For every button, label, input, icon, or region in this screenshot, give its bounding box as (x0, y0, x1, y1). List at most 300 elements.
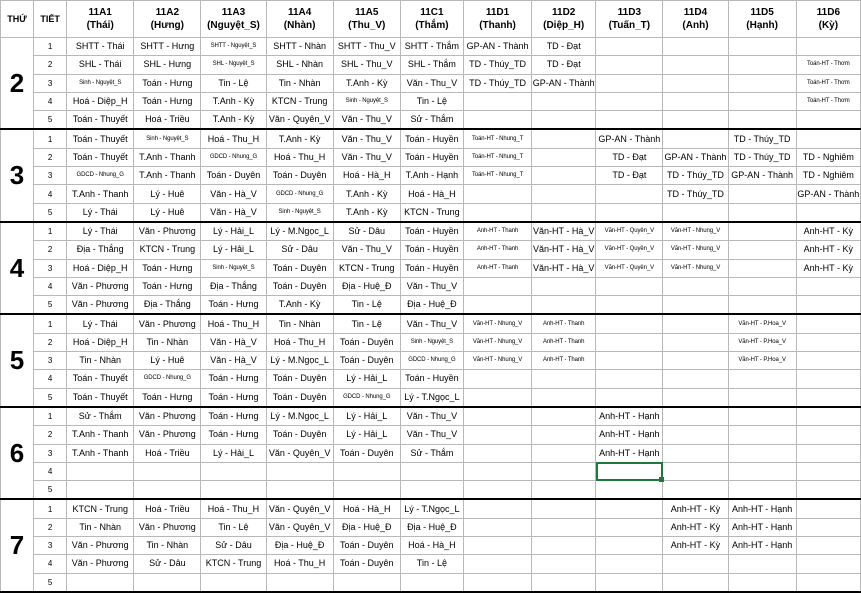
period-cell[interactable]: 2 (34, 148, 67, 166)
period-cell[interactable]: 2 (34, 333, 67, 351)
schedule-cell[interactable]: Anh-HT - Thanh (532, 352, 596, 370)
header-class-11a3[interactable] (201, 1, 266, 38)
schedule-cell[interactable] (663, 314, 728, 333)
schedule-cell[interactable] (728, 277, 796, 295)
schedule-cell[interactable] (67, 481, 134, 500)
schedule-cell[interactable]: SHTT - Thái (67, 38, 134, 56)
schedule-cell[interactable]: Lý - M.Ngọc_L (266, 407, 333, 426)
schedule-cell[interactable]: Sinh - Nguyệt_S (400, 333, 463, 351)
schedule-cell[interactable] (333, 573, 400, 592)
schedule-cell[interactable]: T.Anh - Kỳ (333, 74, 400, 92)
schedule-cell[interactable]: Văn - Thu_V (400, 277, 463, 295)
schedule-cell[interactable]: Văn-HT - P.Hoa_V (728, 333, 796, 351)
schedule-cell[interactable] (796, 203, 860, 222)
schedule-cell[interactable]: Hoá - Triều (134, 444, 201, 462)
schedule-cell[interactable]: Toán - Duyên (266, 277, 333, 295)
schedule-cell[interactable]: SHL - Thái (67, 56, 134, 74)
schedule-cell[interactable]: Văn - Thu_V (333, 241, 400, 259)
schedule-cell[interactable]: Văn - Hà_V (201, 352, 266, 370)
schedule-cell[interactable]: TD - Đạt (532, 38, 596, 56)
schedule-cell[interactable] (796, 407, 860, 426)
schedule-cell[interactable] (663, 352, 728, 370)
schedule-cell[interactable]: Văn-HT - Nhung_V (663, 259, 728, 277)
schedule-cell[interactable] (596, 92, 663, 110)
schedule-cell[interactable]: SHL - Thu_V (333, 56, 400, 74)
schedule-cell[interactable] (532, 167, 596, 185)
schedule-cell[interactable]: Văn-HT - P.Hoa_V (728, 314, 796, 333)
period-cell[interactable]: 4 (34, 370, 67, 388)
schedule-cell[interactable]: Toán - Duyên (266, 388, 333, 407)
schedule-cell[interactable]: Toán-HT - Nhung_T (463, 148, 531, 166)
header-class-11d2[interactable] (532, 1, 596, 38)
schedule-cell[interactable]: Hoá - Thu_H (266, 148, 333, 166)
period-cell[interactable]: 5 (34, 111, 67, 130)
schedule-cell[interactable]: GDCD - Nhung_G (266, 185, 333, 203)
schedule-cell[interactable]: Hoá - Hà_H (333, 499, 400, 518)
schedule-cell[interactable] (596, 518, 663, 536)
schedule-cell[interactable]: GDCD - Nhung_G (134, 370, 201, 388)
schedule-cell[interactable]: Anh-HT - Hạnh (596, 426, 663, 444)
schedule-cell[interactable]: Anh-HT - Thanh (463, 259, 531, 277)
schedule-cell[interactable]: Sinh - Nguyệt_S (67, 74, 134, 92)
schedule-cell[interactable]: GDCD - Nhung_G (400, 352, 463, 370)
schedule-cell[interactable]: Anh-HT - Kỳ (663, 537, 728, 555)
schedule-cell[interactable]: Địa - Huệ_Đ (266, 537, 333, 555)
schedule-cell[interactable]: Hoá - Thu_H (266, 555, 333, 573)
header-class-11a4[interactable] (266, 1, 333, 38)
day-cell[interactable]: 4 (1, 222, 34, 314)
header-tiet[interactable]: TIẾT (34, 1, 67, 38)
schedule-cell[interactable]: Lý - Thái (67, 203, 134, 222)
schedule-cell[interactable]: SHTT - Hưng (134, 38, 201, 56)
schedule-cell[interactable] (532, 277, 596, 295)
schedule-cell[interactable]: SHL - Thắm (400, 56, 463, 74)
schedule-cell[interactable] (134, 462, 201, 480)
schedule-cell[interactable]: Tin - Nhàn (266, 314, 333, 333)
schedule-cell[interactable]: Văn - Quyên_V (266, 111, 333, 130)
schedule-cell[interactable]: TD - Đạt (596, 167, 663, 185)
schedule-cell[interactable]: Toán - Thuyết (67, 370, 134, 388)
schedule-cell[interactable]: Sử - Thắm (400, 444, 463, 462)
period-cell[interactable]: 4 (34, 92, 67, 110)
schedule-cell[interactable]: Toán - Huyền (400, 370, 463, 388)
schedule-cell[interactable] (596, 314, 663, 333)
schedule-cell[interactable]: Hoá - Triều (134, 499, 201, 518)
schedule-cell[interactable] (663, 296, 728, 315)
schedule-cell[interactable]: KTCN - Trung (266, 92, 333, 110)
schedule-cell[interactable]: GP-AN - Thành (532, 74, 596, 92)
period-cell[interactable]: 4 (34, 185, 67, 203)
schedule-cell[interactable]: Văn-HT - Hà_V (532, 259, 596, 277)
schedule-cell[interactable]: GDCD - Nhung_G (333, 388, 400, 407)
schedule-cell[interactable]: Toán - Duyên (333, 352, 400, 370)
schedule-cell[interactable] (596, 56, 663, 74)
schedule-cell[interactable]: Toán - Duyên (266, 167, 333, 185)
period-cell[interactable]: 1 (34, 38, 67, 56)
schedule-cell[interactable]: Toán - Duyên (266, 370, 333, 388)
schedule-cell[interactable] (796, 555, 860, 573)
schedule-cell[interactable]: Hoá - Hà_H (400, 537, 463, 555)
schedule-cell[interactable]: Hoá - Diệp_H (67, 92, 134, 110)
schedule-cell[interactable]: Toán - Duyên (333, 444, 400, 462)
schedule-cell[interactable]: TD - Nghiêm (796, 148, 860, 166)
schedule-cell[interactable]: Anh-HT - Thanh (532, 314, 596, 333)
header-class-11a5[interactable] (333, 1, 400, 38)
schedule-cell[interactable]: KTCN - Trung (333, 259, 400, 277)
schedule-cell[interactable] (532, 537, 596, 555)
schedule-cell[interactable]: Văn - Quyên_V (266, 444, 333, 462)
schedule-cell[interactable] (532, 462, 596, 480)
schedule-cell[interactable] (796, 481, 860, 500)
schedule-cell[interactable]: T.Anh - Thanh (134, 167, 201, 185)
schedule-cell[interactable]: Anh-HT - Hạnh (728, 518, 796, 536)
schedule-cell[interactable]: Văn-HT - Nhung_V (663, 241, 728, 259)
schedule-cell[interactable] (796, 499, 860, 518)
schedule-cell[interactable]: Văn - Phương (134, 314, 201, 333)
period-cell[interactable]: 5 (34, 296, 67, 315)
schedule-cell[interactable]: Văn - Thu_V (400, 314, 463, 333)
period-cell[interactable]: 3 (34, 74, 67, 92)
schedule-cell[interactable]: TD - Thúy_TD (728, 148, 796, 166)
schedule-cell[interactable]: Anh-HT - Thanh (532, 333, 596, 351)
schedule-cell[interactable]: Toán-HT - Thơm (796, 74, 860, 92)
schedule-cell[interactable]: Địa - Huệ_Đ (400, 296, 463, 315)
schedule-cell[interactable] (463, 462, 531, 480)
schedule-cell[interactable]: Toán - Hưng (201, 426, 266, 444)
schedule-cell[interactable]: T.Anh - Thanh (67, 444, 134, 462)
schedule-cell[interactable] (663, 573, 728, 592)
schedule-cell[interactable] (463, 518, 531, 536)
schedule-cell[interactable]: TD - Thúy_TD (463, 56, 531, 74)
schedule-cell[interactable] (532, 573, 596, 592)
schedule-cell[interactable] (728, 241, 796, 259)
schedule-cell[interactable] (663, 277, 728, 295)
period-cell[interactable]: 1 (34, 129, 67, 148)
schedule-cell[interactable]: Văn - Thu_V (400, 74, 463, 92)
schedule-cell[interactable]: Anh-HT - Kỳ (796, 222, 860, 241)
schedule-cell[interactable] (463, 537, 531, 555)
schedule-cell[interactable]: Văn-HT - Quyên_V (596, 241, 663, 259)
schedule-cell[interactable] (532, 111, 596, 130)
period-cell[interactable]: 3 (34, 259, 67, 277)
schedule-cell[interactable]: Văn - Phương (134, 518, 201, 536)
schedule-cell[interactable] (728, 462, 796, 480)
period-cell[interactable]: 4 (34, 555, 67, 573)
schedule-cell[interactable] (463, 203, 531, 222)
period-cell[interactable]: 1 (34, 222, 67, 241)
schedule-cell[interactable] (728, 388, 796, 407)
schedule-cell[interactable]: Lý - T.Ngọc_L (400, 388, 463, 407)
schedule-cell[interactable]: Địa - Huệ_Đ (333, 277, 400, 295)
schedule-cell[interactable] (596, 388, 663, 407)
schedule-cell[interactable] (796, 333, 860, 351)
schedule-cell[interactable] (463, 407, 531, 426)
schedule-cell[interactable]: Văn - Phương (134, 407, 201, 426)
header-class-11d3[interactable] (596, 1, 663, 38)
schedule-cell[interactable] (463, 370, 531, 388)
schedule-cell[interactable]: Sinh - Nguyệt_S (201, 259, 266, 277)
schedule-cell[interactable]: Hoá - Hà_H (400, 185, 463, 203)
schedule-cell[interactable]: Văn - Phương (67, 277, 134, 295)
schedule-cell[interactable]: Tin - Nhàn (134, 537, 201, 555)
schedule-cell[interactable] (796, 573, 860, 592)
schedule-cell[interactable]: Lý - Hải_L (333, 426, 400, 444)
schedule-cell[interactable] (266, 573, 333, 592)
schedule-cell[interactable] (463, 111, 531, 130)
schedule-cell[interactable] (728, 444, 796, 462)
schedule-cell[interactable] (663, 462, 728, 480)
schedule-cell[interactable] (728, 259, 796, 277)
schedule-cell[interactable] (663, 370, 728, 388)
header-class-11d5[interactable] (728, 1, 796, 38)
schedule-cell[interactable]: Toán-HT - Nhung_T (463, 167, 531, 185)
schedule-cell[interactable] (796, 111, 860, 130)
schedule-cell[interactable]: T.Anh - Kỳ (333, 203, 400, 222)
schedule-cell[interactable]: GP-AN - Thành (796, 185, 860, 203)
schedule-cell[interactable] (663, 74, 728, 92)
schedule-cell[interactable]: Tin - Nhàn (266, 74, 333, 92)
schedule-cell[interactable] (663, 203, 728, 222)
schedule-cell[interactable] (663, 555, 728, 573)
schedule-cell[interactable]: Toán - Huyền (400, 241, 463, 259)
schedule-cell[interactable]: Hoá - Thu_H (201, 499, 266, 518)
schedule-cell[interactable]: Sử - Thắm (400, 111, 463, 130)
schedule-cell[interactable] (796, 296, 860, 315)
period-cell[interactable]: 1 (34, 499, 67, 518)
schedule-cell[interactable]: Lý - Hải_L (201, 444, 266, 462)
schedule-cell[interactable]: Sử - Dâu (333, 222, 400, 241)
period-cell[interactable]: 3 (34, 167, 67, 185)
schedule-cell[interactable]: SHTT - Thắm (400, 38, 463, 56)
schedule-cell[interactable]: Toán-HT - Thơm (796, 92, 860, 110)
period-cell[interactable]: 1 (34, 407, 67, 426)
schedule-cell[interactable]: Lý - Hải_L (201, 241, 266, 259)
schedule-cell[interactable] (728, 407, 796, 426)
schedule-cell[interactable] (663, 56, 728, 74)
schedule-cell[interactable] (596, 499, 663, 518)
fill-handle[interactable] (659, 477, 664, 482)
schedule-cell[interactable]: Văn - Thu_V (333, 148, 400, 166)
schedule-cell[interactable]: T.Anh - Kỳ (201, 111, 266, 130)
period-cell[interactable]: 4 (34, 462, 67, 480)
schedule-cell[interactable]: Tin - Lệ (333, 296, 400, 315)
schedule-cell[interactable] (463, 444, 531, 462)
schedule-cell[interactable]: Anh-HT - Hạnh (596, 444, 663, 462)
header-class-11c1[interactable] (400, 1, 463, 38)
schedule-cell[interactable]: Văn-HT - Quyên_V (596, 222, 663, 241)
schedule-cell[interactable]: Sử - Thắm (67, 407, 134, 426)
header-thu[interactable]: THỨ (1, 1, 34, 38)
schedule-cell[interactable] (728, 185, 796, 203)
schedule-cell[interactable] (663, 38, 728, 56)
schedule-cell[interactable] (463, 499, 531, 518)
schedule-cell[interactable] (67, 573, 134, 592)
schedule-cell[interactable]: Anh-HT - Hạnh (728, 499, 796, 518)
schedule-cell[interactable]: Hoá - Triều (134, 111, 201, 130)
schedule-cell[interactable] (266, 462, 333, 480)
schedule-cell[interactable] (796, 537, 860, 555)
schedule-cell[interactable]: Văn-HT - Nhung_V (463, 352, 531, 370)
schedule-cell[interactable]: Toán - Huyền (400, 148, 463, 166)
schedule-cell[interactable]: Văn - Phương (134, 222, 201, 241)
schedule-cell[interactable] (266, 481, 333, 500)
schedule-cell[interactable] (532, 481, 596, 500)
schedule-cell[interactable] (796, 388, 860, 407)
schedule-cell[interactable]: T.Anh - Kỳ (266, 296, 333, 315)
schedule-cell[interactable]: Văn - Quyên_V (266, 518, 333, 536)
schedule-cell[interactable] (728, 74, 796, 92)
schedule-cell[interactable]: Anh-HT - Kỳ (796, 259, 860, 277)
schedule-cell[interactable]: Sử - Dâu (266, 241, 333, 259)
schedule-cell[interactable]: Toán - Hưng (134, 259, 201, 277)
schedule-cell[interactable] (663, 111, 728, 130)
day-cell[interactable]: 2 (1, 38, 34, 130)
schedule-cell[interactable]: Toán - Thuyết (67, 111, 134, 130)
schedule-cell[interactable]: TD - Thúy_TD (728, 129, 796, 148)
schedule-cell[interactable]: SHL - Nguyệt_S (201, 56, 266, 74)
schedule-cell[interactable]: Anh-HT - Thanh (463, 241, 531, 259)
schedule-cell[interactable]: Văn-HT - Hà_V (532, 241, 596, 259)
schedule-cell[interactable]: Văn - Phương (67, 555, 134, 573)
schedule-cell[interactable] (532, 129, 596, 148)
schedule-cell[interactable]: Lý - Thái (67, 314, 134, 333)
period-cell[interactable]: 2 (34, 241, 67, 259)
schedule-cell[interactable]: Tin - Lệ (201, 74, 266, 92)
schedule-cell[interactable]: T.Anh - Hạnh (400, 167, 463, 185)
schedule-cell[interactable] (596, 296, 663, 315)
schedule-cell[interactable] (728, 573, 796, 592)
schedule-cell[interactable]: Toán-HT - Thơm (796, 56, 860, 74)
schedule-cell[interactable] (134, 481, 201, 500)
schedule-cell[interactable] (596, 352, 663, 370)
header-class-11d1[interactable] (463, 1, 531, 38)
schedule-cell[interactable] (796, 277, 860, 295)
schedule-cell[interactable] (728, 296, 796, 315)
schedule-cell[interactable] (532, 296, 596, 315)
period-cell[interactable]: 2 (34, 56, 67, 74)
schedule-cell[interactable]: Tin - Nhàn (134, 333, 201, 351)
schedule-cell[interactable]: Lý - Thái (67, 222, 134, 241)
schedule-cell[interactable] (728, 222, 796, 241)
schedule-cell[interactable]: Lý - Hải_L (333, 370, 400, 388)
period-cell[interactable]: 3 (34, 537, 67, 555)
schedule-cell[interactable]: T.Anh - Kỳ (333, 185, 400, 203)
schedule-cell[interactable]: Toán - Hưng (134, 92, 201, 110)
schedule-cell[interactable]: Toán - Thuyết (67, 148, 134, 166)
schedule-cell[interactable] (532, 388, 596, 407)
schedule-cell[interactable] (532, 499, 596, 518)
schedule-cell[interactable]: Toán - Hưng (201, 296, 266, 315)
schedule-cell[interactable]: GDCD - Nhung_G (201, 148, 266, 166)
schedule-cell[interactable]: GP-AN - Thành (728, 167, 796, 185)
schedule-cell[interactable]: Toán - Hưng (201, 370, 266, 388)
schedule-cell[interactable]: Lý - M.Ngọc_L (266, 222, 333, 241)
period-cell[interactable]: 2 (34, 426, 67, 444)
schedule-cell[interactable]: Anh-HT - Kỳ (663, 518, 728, 536)
schedule-cell[interactable] (463, 555, 531, 573)
schedule-cell[interactable] (596, 555, 663, 573)
schedule-cell[interactable]: Văn - Hà_V (201, 333, 266, 351)
schedule-cell[interactable]: Sử - Dâu (134, 555, 201, 573)
schedule-cell[interactable] (596, 38, 663, 56)
schedule-cell[interactable]: Hoá - Thu_H (201, 314, 266, 333)
schedule-cell[interactable]: Văn-HT - P.Hoa_V (728, 352, 796, 370)
schedule-cell[interactable] (663, 407, 728, 426)
schedule-cell[interactable]: Toán - Thuyết (67, 129, 134, 148)
schedule-cell[interactable]: GP-AN - Thành (596, 129, 663, 148)
schedule-cell[interactable]: KTCN - Trung (400, 203, 463, 222)
schedule-cell[interactable]: Lý - Huê (134, 203, 201, 222)
header-class-11a2[interactable] (134, 1, 201, 38)
schedule-cell[interactable]: Anh-HT - Hạnh (596, 407, 663, 426)
header-class-11d4[interactable] (663, 1, 728, 38)
schedule-cell[interactable] (463, 573, 531, 592)
period-cell[interactable]: 5 (34, 573, 67, 592)
schedule-cell[interactable] (400, 462, 463, 480)
schedule-cell[interactable]: Lý - Hải_L (333, 407, 400, 426)
schedule-cell[interactable]: Toán - Duyên (333, 333, 400, 351)
schedule-cell[interactable] (728, 203, 796, 222)
schedule-cell[interactable] (532, 518, 596, 536)
schedule-cell[interactable]: Toán - Hưng (201, 407, 266, 426)
schedule-cell[interactable] (796, 444, 860, 462)
schedule-cell[interactable]: Sử - Dâu (201, 537, 266, 555)
schedule-cell[interactable] (463, 185, 531, 203)
schedule-cell[interactable]: TD - Thúy_TD (463, 74, 531, 92)
schedule-cell[interactable] (400, 481, 463, 500)
schedule-cell[interactable]: Địa - Thắng (67, 241, 134, 259)
schedule-cell[interactable]: Văn-HT - Quyên_V (596, 259, 663, 277)
schedule-cell[interactable]: KTCN - Trung (134, 241, 201, 259)
schedule-cell[interactable]: GP-AN - Thành (463, 38, 531, 56)
schedule-cell[interactable] (333, 462, 400, 480)
schedule-cell[interactable] (532, 185, 596, 203)
schedule-cell[interactable]: TD - Thúy_TD (663, 167, 728, 185)
schedule-cell[interactable]: Văn - Thu_V (400, 426, 463, 444)
schedule-cell[interactable] (463, 388, 531, 407)
period-cell[interactable]: 5 (34, 481, 67, 500)
schedule-cell[interactable]: SHTT - Thu_V (333, 38, 400, 56)
schedule-cell[interactable]: Toán - Duyên (333, 537, 400, 555)
schedule-cell[interactable] (796, 370, 860, 388)
schedule-cell[interactable]: Tin - Lệ (201, 518, 266, 536)
schedule-cell[interactable]: Sinh - Nguyệt_S (134, 129, 201, 148)
schedule-cell[interactable]: Văn - Phương (134, 426, 201, 444)
schedule-cell[interactable]: Văn-HT - Nhung_V (463, 333, 531, 351)
schedule-cell[interactable]: SHTT - Nguyệt_S (201, 38, 266, 56)
schedule-cell[interactable]: T.Anh - Kỳ (266, 129, 333, 148)
schedule-cell[interactable]: Toán - Hưng (134, 388, 201, 407)
schedule-cell[interactable] (532, 426, 596, 444)
schedule-cell[interactable] (663, 92, 728, 110)
schedule-cell[interactable] (663, 444, 728, 462)
schedule-cell[interactable] (796, 314, 860, 333)
schedule-cell[interactable] (596, 481, 663, 500)
schedule-cell[interactable] (663, 426, 728, 444)
schedule-cell[interactable]: TD - Thúy_TD (663, 185, 728, 203)
schedule-cell[interactable] (134, 573, 201, 592)
schedule-cell[interactable] (596, 573, 663, 592)
schedule-cell[interactable] (532, 555, 596, 573)
schedule-cell[interactable]: Văn-HT - Nhung_V (663, 222, 728, 241)
schedule-cell[interactable]: Hoá - Thu_H (266, 333, 333, 351)
schedule-cell[interactable]: T.Anh - Thanh (67, 426, 134, 444)
schedule-cell[interactable] (201, 462, 266, 480)
schedule-cell[interactable] (596, 111, 663, 130)
schedule-cell[interactable] (663, 129, 728, 148)
schedule-cell[interactable]: Tin - Lệ (400, 555, 463, 573)
schedule-cell[interactable] (796, 462, 860, 480)
